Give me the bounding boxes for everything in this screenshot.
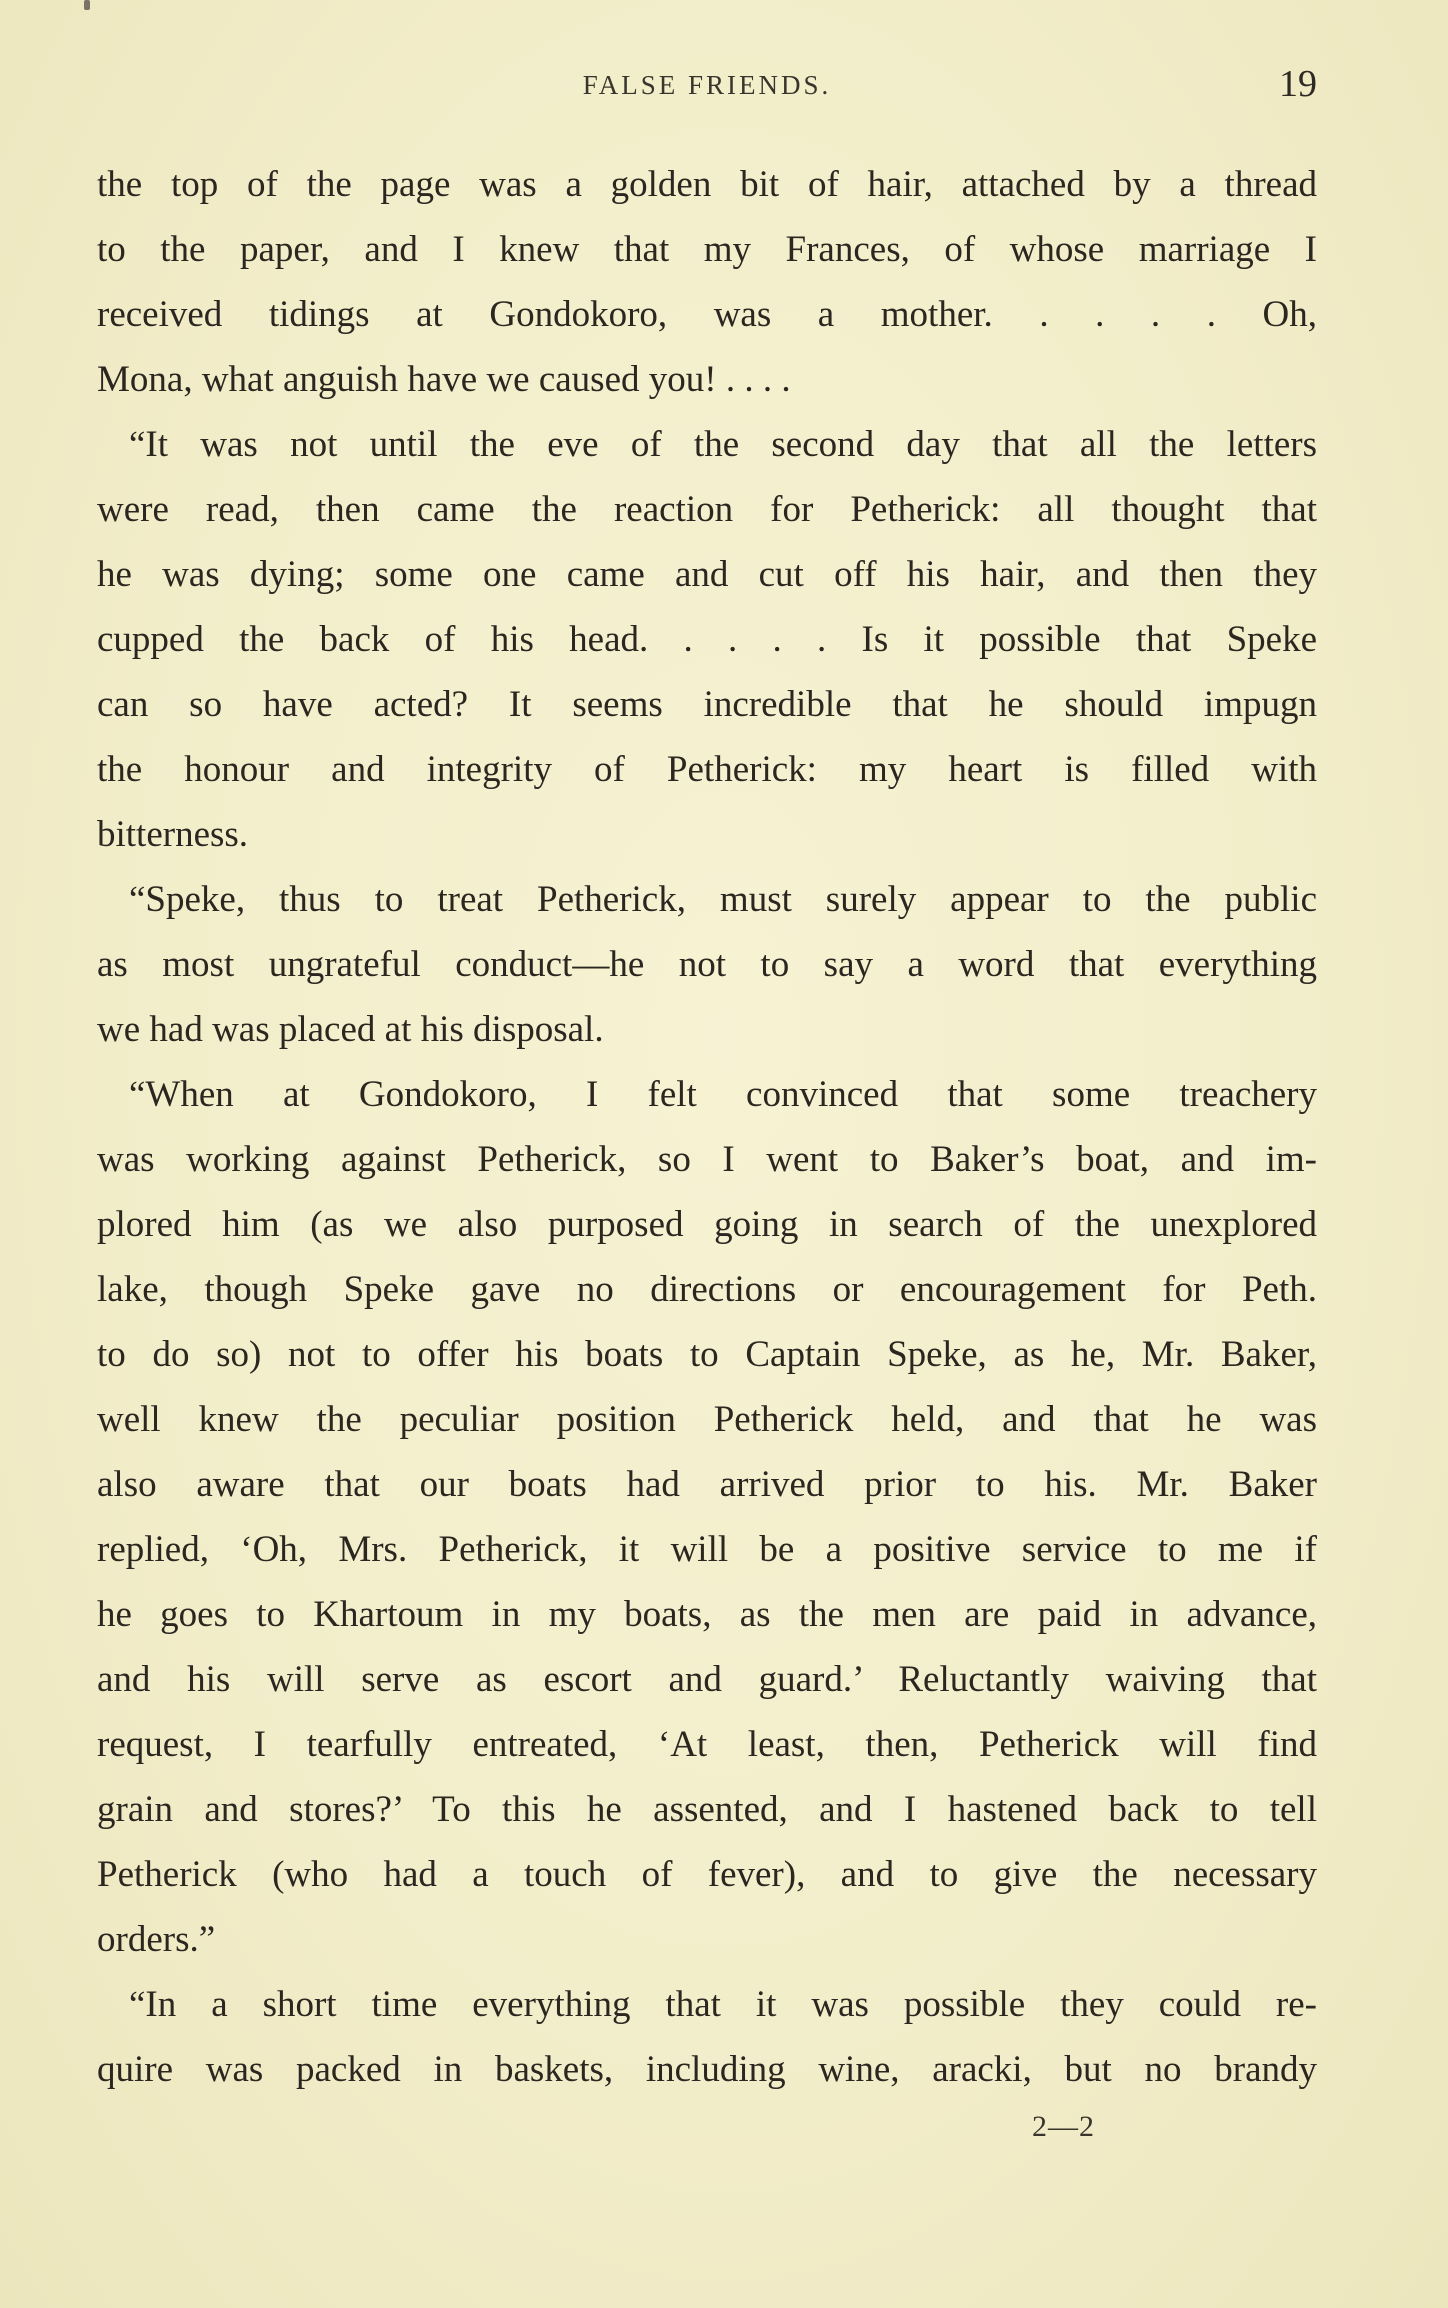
text-line: the top of the page was a golden bit of hair, attached by a thread bbox=[97, 164, 1317, 205]
text-line: he goes to Khartoum in my boats, as the men are paid in advance, bbox=[97, 1594, 1317, 1635]
page-number: 19 bbox=[1279, 63, 1317, 105]
text-line: we had was placed at his disposal. bbox=[97, 1009, 604, 1050]
text-line: also aware that our boats had arrived prior to his. Mr. Baker bbox=[97, 1464, 1317, 1505]
text-line: quire was packed in baskets, including wine, aracki, but no brandy bbox=[97, 2049, 1317, 2090]
page-header bbox=[97, 62, 1317, 122]
text-line: was working against Petherick, so I went to Baker’s boat, and im- bbox=[97, 1139, 1317, 1180]
text-line: Mona, what anguish have we caused you! . . . . bbox=[97, 359, 791, 400]
ink-mark bbox=[84, 0, 90, 10]
text-line: grain and stores?’ To this he assented, and I hastened back to tell bbox=[97, 1789, 1317, 1830]
body-text bbox=[97, 152, 1317, 2102]
text-line: “In a short time everything that it was possible they could re- bbox=[129, 1984, 1317, 2025]
text-line: to the paper, and I knew that my Frances, of whose marriage I bbox=[97, 229, 1317, 270]
text-line: well knew the peculiar position Petherick held, and that he was bbox=[97, 1399, 1317, 1440]
text-line: and his will serve as escort and guard.’ Reluctantly waiving that bbox=[97, 1659, 1317, 1700]
text-line: were read, then came the reaction for Petherick: all thought that bbox=[97, 489, 1317, 530]
text-line: “Speke, thus to treat Petherick, must surely appear to the public bbox=[129, 879, 1317, 920]
text-line: received tidings at Gondokoro, was a mother. . . . . Oh, bbox=[97, 294, 1317, 335]
running-head: FALSE FRIENDS. bbox=[582, 70, 832, 100]
text-line: bitterness. bbox=[97, 814, 249, 855]
text-line: “It was not until the eve of the second day that all the letters bbox=[129, 424, 1317, 465]
text-line: cupped the back of his head. . . . . Is it possible that Speke bbox=[97, 619, 1317, 660]
text-line: he was dying; some one came and cut off his hair, and then they bbox=[97, 554, 1317, 595]
text-line: can so have acted? It seems incredible that he should impugn bbox=[97, 684, 1317, 725]
text-line: the honour and integrity of Petherick: my heart is filled with bbox=[97, 749, 1317, 790]
text-line: plored him (as we also purposed going in search of the unexplored bbox=[97, 1204, 1317, 1245]
text-line: replied, ‘Oh, Mrs. Petherick, it will be a positive service to me if bbox=[97, 1529, 1317, 1570]
text-line: request, I tearfully entreated, ‘At least, then, Petherick will find bbox=[97, 1724, 1317, 1765]
text-line: lake, though Speke gave no directions or encouragement for Peth. bbox=[97, 1269, 1317, 1310]
text-line: as most ungrateful conduct—he not to say a word that everything bbox=[97, 944, 1317, 985]
text-line: to do so) not to offer his boats to Captain Speke, as he, Mr. Baker, bbox=[97, 1334, 1317, 1375]
text-line: Petherick (who had a touch of fever), and to give the necessary bbox=[97, 1854, 1317, 1895]
text-line: “When at Gondokoro, I felt convinced that some treachery bbox=[129, 1074, 1317, 1115]
text-line: orders.” bbox=[97, 1919, 216, 1960]
signature-mark: 2—2 bbox=[1032, 2110, 1095, 2143]
